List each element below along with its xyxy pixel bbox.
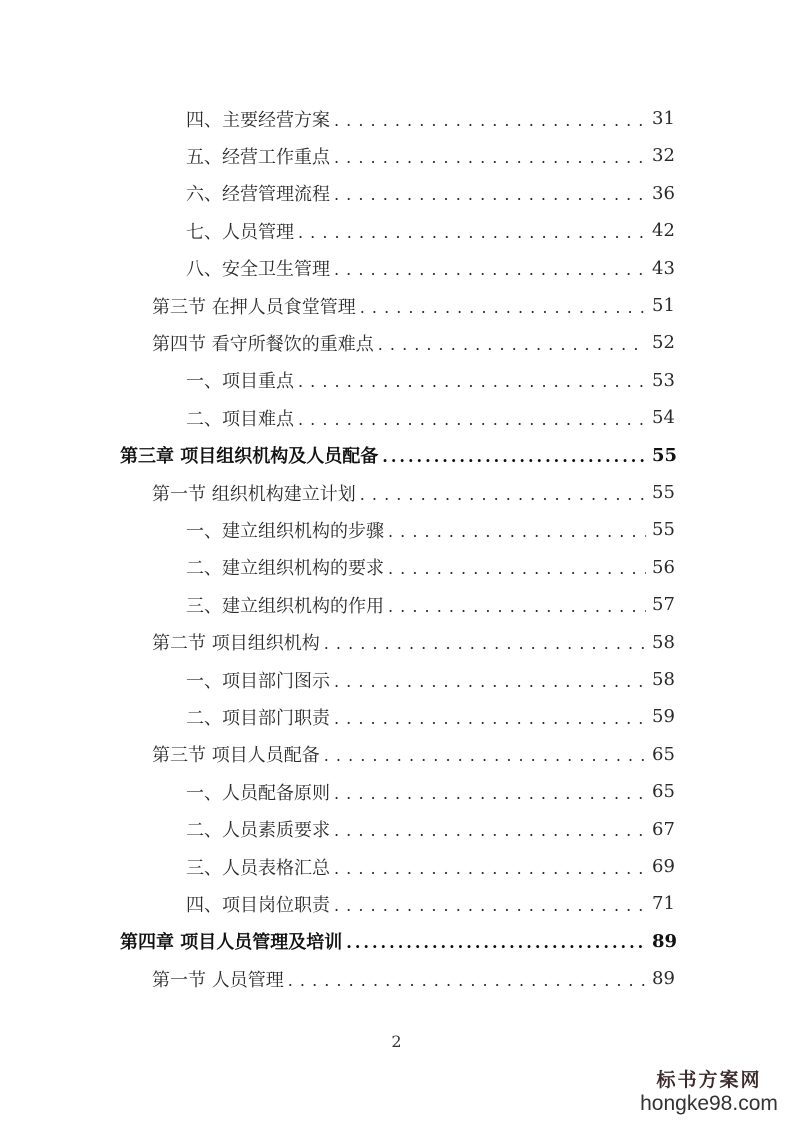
toc-entry-section[interactable] — [152, 624, 674, 661]
toc-dot-leader — [360, 487, 646, 503]
toc-entry-page-number: 67 — [652, 818, 675, 840]
toc-entry-title: 四、项目岗位职责 — [186, 894, 330, 916]
toc-dot-leader — [298, 412, 646, 428]
toc-dot-leader — [334, 861, 646, 877]
toc-entry-page-number: 31 — [652, 108, 675, 129]
toc-entry-item[interactable] — [186, 362, 674, 399]
watermark-chinese-text: 标书方案网 — [656, 1069, 762, 1091]
toc-dot-leader — [334, 823, 646, 839]
toc-entry-title: 第一节 人员管理 — [152, 969, 284, 991]
toc-entry-title: 八、安全卫生管理 — [186, 259, 330, 281]
toc-entry-page-number: 71 — [652, 893, 675, 915]
toc-dot-leader — [334, 150, 646, 166]
toc-entry-page-number: 89 — [652, 930, 678, 952]
toc-entry-title: 第四章 项目人员管理及培训 — [120, 932, 343, 954]
toc-entry-page-number: 53 — [652, 369, 675, 391]
toc-entry-section[interactable] — [152, 287, 674, 324]
toc-dot-leader — [298, 374, 646, 390]
toc-dot-leader — [334, 113, 646, 129]
toc-dot-leader — [334, 898, 646, 914]
toc-entry-title: 第三章 项目组织机构及人员配备 — [120, 446, 379, 468]
toc-entry-page-number: 51 — [652, 295, 675, 316]
toc-entry-title: 六、经营管理流程 — [186, 184, 330, 206]
toc-entry-item[interactable] — [186, 661, 674, 698]
toc-entry-page-number: 55 — [652, 519, 675, 541]
toc-entry-item[interactable] — [186, 811, 674, 848]
toc-entry-item[interactable] — [186, 773, 674, 810]
toc-entry-section[interactable] — [152, 474, 674, 511]
toc-entry-item[interactable] — [186, 399, 674, 436]
toc-entry-page-number: 55 — [652, 444, 678, 466]
toc-entry-title: 二、人员素质要求 — [186, 820, 330, 842]
page-number: 2 — [391, 1032, 402, 1051]
toc-entry-title: 七、人员管理 — [186, 221, 294, 243]
toc-entry-page-number: 57 — [652, 594, 675, 616]
toc-entry-item[interactable] — [186, 100, 674, 137]
toc-entry-page-number: 58 — [652, 631, 675, 653]
toc-entry-title: 第三节 在押人员食堂管理 — [152, 296, 356, 318]
toc-dot-leader — [334, 711, 646, 727]
toc-entry-item[interactable] — [186, 549, 674, 586]
toc-entry-page-number: 42 — [652, 220, 675, 242]
toc-dot-leader — [382, 449, 646, 465]
toc-entry-chapter[interactable] — [120, 923, 678, 960]
toc-entry-page-number: 56 — [652, 556, 675, 578]
toc-entry-title: 一、建立组织机构的步骤 — [186, 520, 384, 542]
toc-entry-title: 一、人员配备原则 — [186, 782, 330, 804]
toc-dot-leader — [378, 337, 646, 353]
toc-dot-leader — [288, 973, 646, 989]
toc-dot-leader — [324, 636, 646, 652]
toc-entry-title: 二、项目部门职责 — [186, 707, 330, 729]
toc-dot-leader — [334, 187, 646, 203]
toc-entry-title: 三、建立组织机构的作用 — [186, 595, 384, 617]
toc-dot-leader — [298, 225, 646, 241]
toc-entry-item[interactable] — [186, 250, 674, 287]
toc-entry-title: 第二节 项目组织机构 — [152, 633, 320, 655]
toc-entry-item[interactable] — [186, 586, 674, 623]
toc-entry-title: 第三节 项目人员配备 — [152, 745, 320, 767]
toc-entry-page-number: 55 — [652, 482, 675, 503]
toc-entry-title: 第一节 组织机构建立计划 — [152, 483, 356, 505]
toc-entry-item[interactable] — [186, 175, 674, 212]
toc-entry-title: 五、经营工作重点 — [186, 146, 330, 168]
site-watermark — [639, 1068, 779, 1116]
toc-dot-leader — [388, 524, 646, 540]
toc-entry-page-number: 36 — [652, 182, 675, 204]
toc-entry-page-number: 32 — [652, 145, 675, 167]
toc-entry-page-number: 69 — [652, 856, 675, 877]
toc-dot-leader — [388, 561, 646, 577]
toc-entry-page-number: 65 — [652, 743, 675, 765]
toc-entry-title: 一、项目重点 — [186, 371, 294, 393]
toc-dot-leader — [346, 935, 646, 951]
toc-entry-chapter[interactable] — [120, 437, 678, 474]
toc-entry-item[interactable] — [186, 511, 674, 548]
toc-dot-leader — [388, 599, 646, 615]
toc-entry-title: 一、项目部门图示 — [186, 670, 330, 692]
toc-entry-page-number: 58 — [652, 669, 675, 690]
toc-dot-leader — [334, 262, 646, 278]
watermark-domain-text: hongke98.com — [640, 1092, 778, 1115]
toc-entry-item[interactable] — [186, 698, 674, 735]
toc-entry-page-number: 52 — [652, 332, 675, 354]
toc-entry-page-number: 43 — [652, 257, 675, 279]
toc-entry-item[interactable] — [186, 212, 674, 249]
toc-entry-section[interactable] — [152, 736, 674, 773]
toc-dot-leader — [334, 674, 646, 690]
toc-entry-item[interactable] — [186, 848, 674, 885]
toc-entry-title: 第四节 看守所餐饮的重难点 — [152, 333, 374, 355]
toc-entry-title: 二、项目难点 — [186, 408, 294, 430]
toc-entry-item[interactable] — [186, 137, 674, 174]
toc-entry-page-number: 54 — [652, 407, 675, 429]
toc-entry-section[interactable] — [152, 324, 674, 361]
toc-entry-title: 三、人员表格汇总 — [186, 857, 330, 879]
toc-entry-section[interactable] — [152, 960, 674, 997]
toc-entry-item[interactable] — [186, 885, 674, 922]
toc-dot-leader — [334, 786, 646, 802]
toc-entry-title: 二、建立组织机构的要求 — [186, 558, 384, 580]
toc-entry-page-number: 65 — [652, 781, 675, 803]
toc-dot-leader — [324, 748, 646, 764]
toc-entry-page-number: 89 — [652, 968, 675, 990]
toc-dot-leader — [360, 300, 646, 316]
toc-entry-page-number: 59 — [652, 706, 675, 728]
toc-entry-title: 四、主要经营方案 — [186, 109, 330, 131]
